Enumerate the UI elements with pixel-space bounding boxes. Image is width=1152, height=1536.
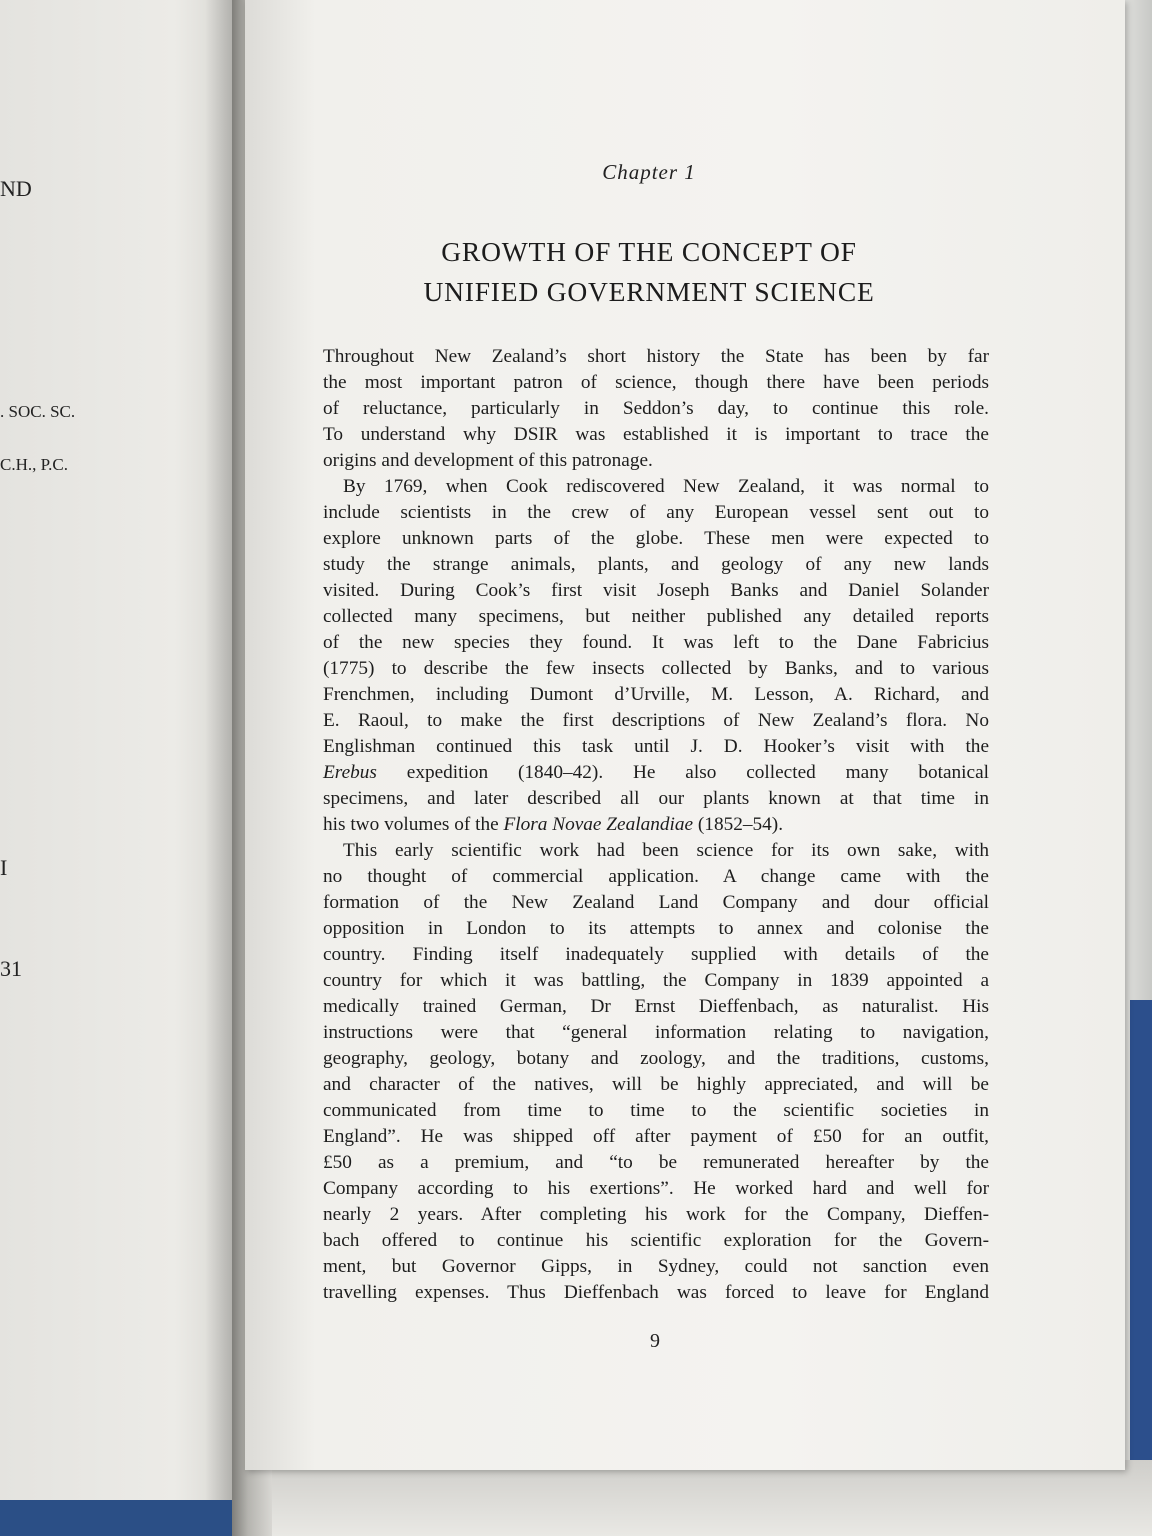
text-line: nearly 2 years. After completing his work for the Company, Dieffen- [323, 1204, 989, 1225]
previous-page [0, 0, 250, 1536]
text-line: Company according to his exertions”. He worked hard and well for [323, 1178, 989, 1199]
text-line: By 1769, when Cook rediscovered New Zealand, it was normal to [343, 476, 989, 497]
text-line: specimens, and later described all our plants known at that time in [323, 788, 989, 809]
text-line: explore unknown parts of the globe. These men were expected to [323, 528, 989, 549]
text-line: formation of the New Zealand Land Company and dour official [323, 892, 989, 913]
text-line: include scientists in the crew of any European vessel sent out to [323, 502, 989, 523]
text-line: Frenchmen, including Dumont d’Urville, M. Lesson, A. Richard, and [323, 684, 989, 705]
text-line: E. Raoul, to make the first descriptions of New Zealand’s flora. No [323, 710, 989, 731]
body-text [323, 344, 989, 1306]
book-page [245, 0, 1125, 1470]
text-line: of reluctance, particularly in Seddon’s day, to continue this role. [323, 398, 989, 419]
text-line: £50 as a premium, and “to be remunerated hereafter by the [323, 1152, 989, 1173]
book-cover-edge [1130, 1000, 1152, 1500]
page-number: 9 [650, 1330, 660, 1352]
left-page-fragment: ND [0, 176, 32, 201]
text-line: country for which it was battling, the Company in 1839 appointed a [323, 970, 989, 991]
chapter-title-line: GROWTH OF THE CONCEPT OF [441, 236, 857, 267]
text-line: the most important patron of science, though there have been periods [323, 372, 989, 393]
text-line: of the new species they found. It was left to the Dane Fabricius [323, 632, 989, 653]
left-page-fragment: I [0, 855, 8, 880]
text-line: Erebus expedition (1840–42). He also collected many botanical [323, 762, 989, 783]
text-line: geography, geology, botany and zoology, and the traditions, customs, [323, 1048, 989, 1069]
text-line: no thought of commercial application. A change came with the [323, 866, 989, 887]
chapter-label: Chapter 1 [602, 160, 696, 184]
text-line: country. Finding itself inadequately supplied with details of the [323, 944, 989, 965]
text-line: England”. He was shipped off after payment of £50 for an outfit, [323, 1126, 989, 1147]
text-line: ment, but Governor Gipps, in Sydney, could not sanction even [323, 1256, 989, 1277]
text-line: collected many specimens, but neither published any detailed reports [323, 606, 989, 627]
left-page-fragment: 31 [0, 956, 22, 981]
text-line: medically trained German, Dr Ernst Dieffenbach, as naturalist. His [323, 996, 989, 1017]
text-line: Englishman continued this task until J. D. Hooker’s visit with the [323, 736, 989, 757]
text-line: bach offered to continue his scientific exploration for the Govern- [323, 1230, 989, 1251]
left-page-fragment: C.H., P.C. [0, 455, 69, 474]
text-line: visited. During Cook’s first visit Joseph Banks and Daniel Solander [323, 580, 989, 601]
text-line: To understand why DSIR was established it is important to trace the [323, 424, 989, 445]
text-line: study the strange animals, plants, and geology of any new lands [323, 554, 989, 575]
text-line: communicated from time to time to the scientific societies in [323, 1100, 989, 1121]
left-page-fragment: . SOC. SC. [0, 402, 76, 421]
text-line: opposition in London to its attempts to annex and colonise the [323, 918, 989, 939]
text-line: instructions were that “general information relating to navigation, [323, 1022, 989, 1043]
book-cover-edge [0, 1500, 235, 1536]
text-line: Throughout New Zealand’s short history the State has been by far [323, 346, 989, 367]
text-line: and character of the natives, will be highly appreciated, and will be [323, 1074, 989, 1095]
text-line: origins and development of this patronage. [323, 450, 653, 471]
text-line: travelling expenses. Thus Dieffenbach was forced to leave for England [323, 1282, 989, 1303]
chapter-title-line: UNIFIED GOVERNMENT SCIENCE [423, 276, 875, 307]
chapter-title [245, 232, 1053, 312]
text-line: (1775) to describe the few insects collected by Banks, and to various [323, 658, 989, 679]
book-cover-bottom [240, 1460, 1152, 1536]
text-line: This early scientific work had been science for its own sake, with [343, 840, 989, 861]
text-line: his two volumes of the Flora Novae Zealandiae (1852–54). [323, 814, 784, 835]
